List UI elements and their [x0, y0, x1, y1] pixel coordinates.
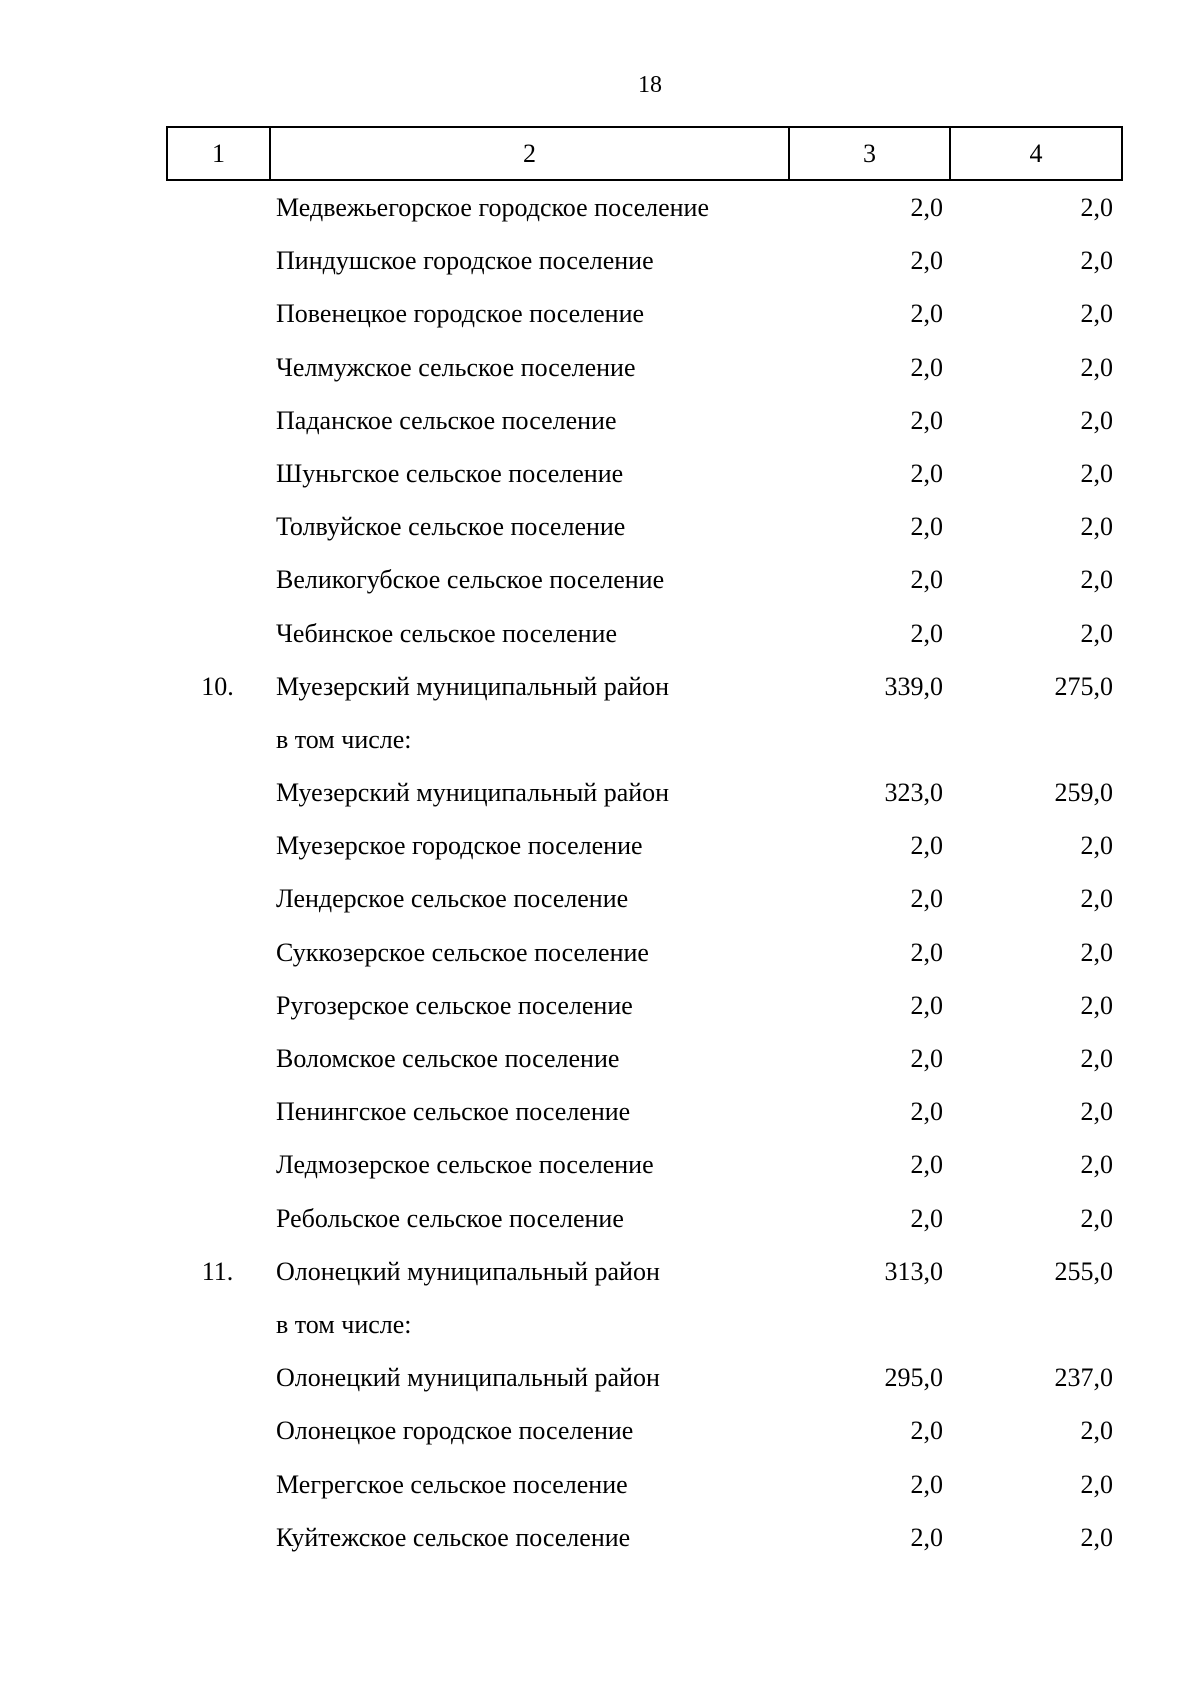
row-value-col4: 2,0 [1080, 405, 1113, 435]
row-value-col3: 2,0 [910, 1469, 943, 1499]
row-number: 10. [201, 671, 234, 701]
row-name: Муезерский муниципальный район [276, 778, 670, 808]
row-name: Лендерское сельское поселение [276, 884, 629, 914]
row-name: Ребольское сельское поселение [276, 1203, 624, 1233]
row-value-col4: 2,0 [1080, 1097, 1113, 1127]
row-value-col3: 2,0 [910, 937, 943, 967]
row-name: Медвежьегорское городское поселение [276, 193, 709, 222]
row-value-col3: 2,0 [910, 1044, 943, 1073]
row-name: Куйтежское сельское поселение [276, 1522, 631, 1552]
row-value-col3: 2,0 [910, 884, 943, 914]
table-row [0, 926, 1200, 979]
row-value-col4: 259,0 [1054, 778, 1113, 808]
row-name: Ледмозерское сельское поселение [276, 1150, 654, 1180]
row-name: Олонецкий муниципальный район [276, 1363, 660, 1393]
row-value-col3: 2,0 [910, 299, 943, 329]
row-name: Пиндушское городское поселение [276, 246, 654, 276]
table-row [0, 607, 1200, 660]
table-row [0, 1404, 1200, 1457]
header-col-3: 3 [789, 127, 950, 180]
row-value-col4: 275,0 [1054, 671, 1113, 701]
row-name: в том числе: [276, 724, 412, 754]
row-name: Толвуйское сельское поселение [276, 512, 626, 542]
row-value-col4: 2,0 [1080, 937, 1113, 967]
row-value-col4: 2,0 [1080, 1150, 1113, 1180]
row-value-col4: 2,0 [1080, 990, 1113, 1020]
row-value-col3: 2,0 [910, 1203, 943, 1233]
table-row [0, 181, 1200, 234]
row-value-col4: 2,0 [1080, 458, 1113, 488]
row-name: Мегрегское сельское поселение [276, 1469, 628, 1499]
row-value-col3: 2,0 [910, 458, 943, 488]
row-value-col3: 2,0 [910, 990, 943, 1020]
row-value-col4: 255,0 [1054, 1256, 1113, 1286]
row-value-col3: 2,0 [910, 512, 943, 542]
row-name: Суккозерское сельское поселение [276, 937, 649, 967]
table-row [0, 1245, 1200, 1298]
row-value-col3: 2,0 [910, 1522, 943, 1552]
row-name: Чебинское сельское поселение [276, 618, 617, 648]
row-value-col4: 2,0 [1080, 1469, 1113, 1499]
table-row [0, 766, 1200, 819]
table-row [0, 1298, 1200, 1351]
row-value-col4: 2,0 [1080, 1044, 1113, 1073]
row-name: Ругозерское сельское поселение [276, 990, 633, 1020]
row-name: Воломское сельское поселение [276, 1044, 620, 1073]
row-value-col3: 2,0 [910, 352, 943, 382]
row-value-col3: 2,0 [910, 405, 943, 435]
table-row [0, 1351, 1200, 1404]
row-name: Муезерское городское поселение [276, 831, 643, 861]
row-name: Олонецкий муниципальный район [276, 1256, 660, 1286]
row-value-col3: 2,0 [910, 193, 943, 222]
table-row [0, 1138, 1200, 1191]
row-value-col4: 2,0 [1080, 299, 1113, 329]
header-col-4: 4 [950, 127, 1122, 180]
table-row [0, 553, 1200, 606]
row-value-col3: 2,0 [910, 831, 943, 861]
row-value-col4: 2,0 [1080, 1522, 1113, 1552]
row-value-col4: 2,0 [1080, 1416, 1113, 1446]
row-value-col3: 323,0 [884, 778, 943, 808]
table-row [0, 394, 1200, 447]
table-row [0, 1085, 1200, 1138]
table-body [0, 181, 1200, 1564]
table-row [0, 1192, 1200, 1245]
row-value-col3: 2,0 [910, 1150, 943, 1180]
row-value-col4: 2,0 [1080, 831, 1113, 861]
row-value-col4: 2,0 [1080, 618, 1113, 648]
table-row [0, 979, 1200, 1032]
table-header [166, 126, 1123, 181]
page-number: 18 [638, 72, 662, 98]
table-row [0, 234, 1200, 287]
table-row [0, 660, 1200, 713]
row-value-col3: 339,0 [884, 671, 943, 701]
header-col-1: 1 [167, 127, 270, 180]
table-row [0, 1458, 1200, 1511]
row-value-col4: 2,0 [1080, 1203, 1113, 1233]
row-number: 11. [201, 1256, 234, 1286]
table-row [0, 287, 1200, 340]
row-value-col3: 2,0 [910, 246, 943, 276]
row-name: Челмужское сельское поселение [276, 352, 636, 382]
row-value-col4: 2,0 [1080, 246, 1113, 276]
row-name: в том числе: [276, 1309, 412, 1339]
row-value-col3: 295,0 [884, 1363, 943, 1393]
row-value-col4: 2,0 [1080, 193, 1113, 222]
table-row [0, 819, 1200, 872]
row-value-col3: 2,0 [910, 618, 943, 648]
row-value-col3: 2,0 [910, 565, 943, 595]
table-row [0, 447, 1200, 500]
row-name: Великогубское сельское поселение [276, 565, 665, 595]
row-value-col3: 313,0 [884, 1256, 943, 1286]
row-name: Паданское сельское поселение [276, 405, 617, 435]
row-name: Пенингское сельское поселение [276, 1097, 631, 1127]
row-value-col3: 2,0 [910, 1416, 943, 1446]
row-name: Олонецкое городское поселение [276, 1416, 634, 1446]
row-value-col4: 2,0 [1080, 512, 1113, 542]
row-name: Муезерский муниципальный район [276, 671, 670, 701]
row-value-col4: 237,0 [1054, 1363, 1113, 1393]
header-row [167, 127, 1122, 180]
row-value-col4: 2,0 [1080, 565, 1113, 595]
table-row [0, 1511, 1200, 1564]
row-value-col4: 2,0 [1080, 352, 1113, 382]
row-name: Повенецкое городское поселение [276, 299, 645, 329]
table-row [0, 872, 1200, 925]
table-row [0, 341, 1200, 394]
table-row [0, 1032, 1200, 1085]
row-name: Шуньгское сельское поселение [276, 458, 624, 488]
row-value-col4: 2,0 [1080, 884, 1113, 914]
row-value-col3: 2,0 [910, 1097, 943, 1127]
header-col-2: 2 [270, 127, 789, 180]
table-row [0, 500, 1200, 553]
table-row [0, 713, 1200, 766]
